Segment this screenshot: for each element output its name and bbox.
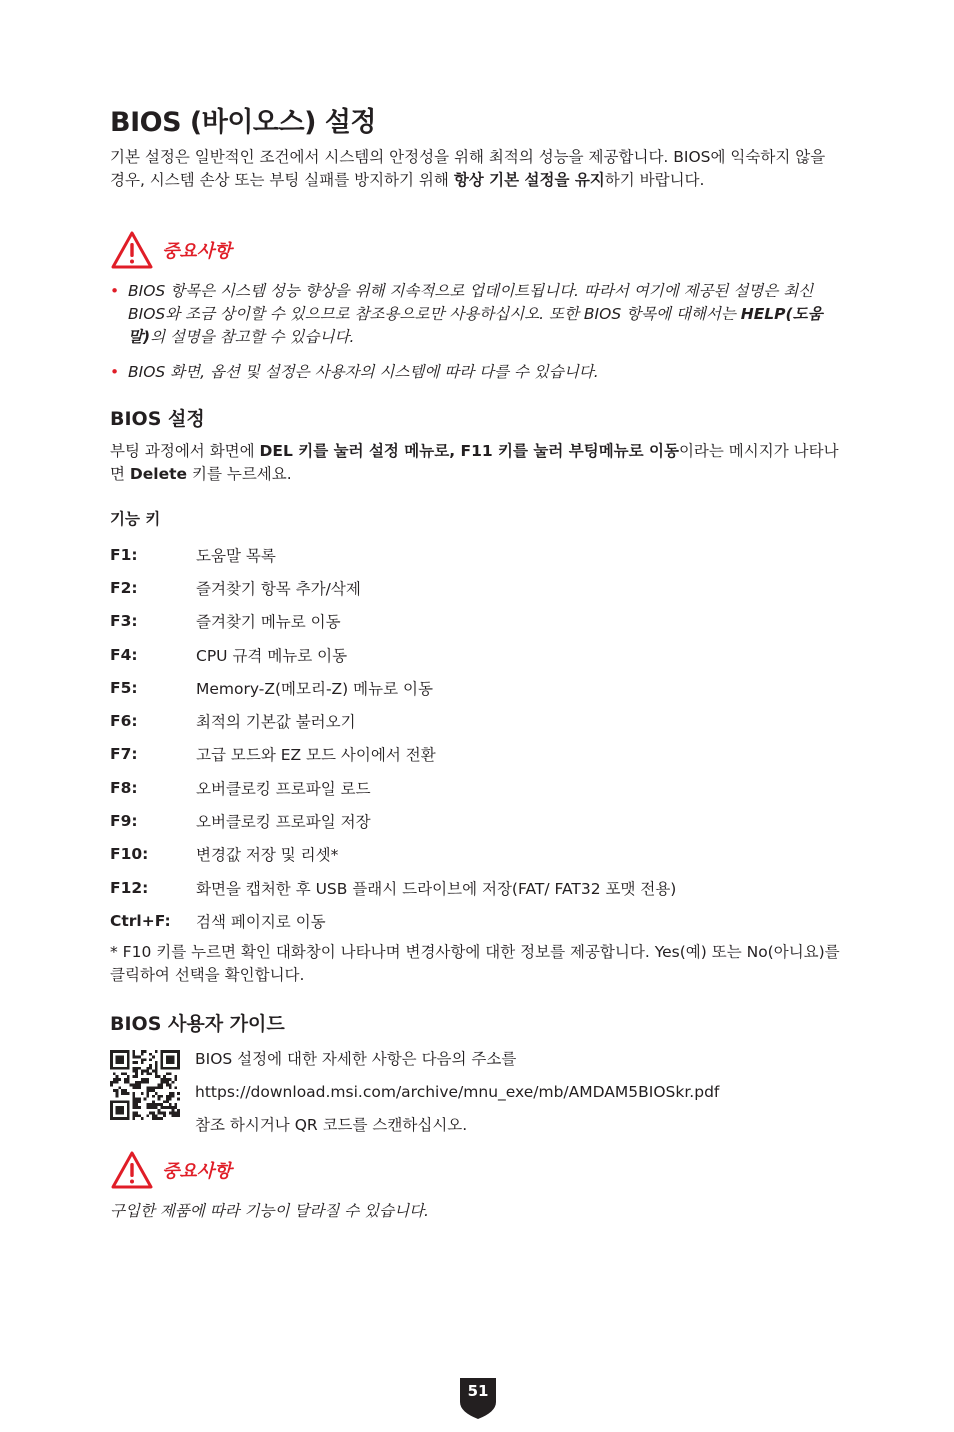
bios-setup-paragraph: 부팅 과정에서 화면에 DEL 키를 눌러 설정 메뉴로, F11 키를 눌러 부팅메뉴로 이동이라는 메시지가 나타나면 Delete 키를 누르세요. <box>110 442 839 483</box>
important-callout-1 <box>110 230 232 270</box>
function-key-description: 화면을 캡처한 후 USB 플래시 드라이브에 저장(FAT/ FAT32 포맷 전용) <box>196 879 677 898</box>
function-key-row <box>110 538 840 571</box>
function-key-description: 고급 모드와 EZ 모드 사이에서 전환 <box>196 746 436 765</box>
function-key-list <box>110 538 840 938</box>
warning-triangle-icon <box>110 230 154 270</box>
function-key-row <box>110 904 840 937</box>
function-key-description: 변경값 저장 및 리셋* <box>196 846 339 865</box>
intro-paragraph: 기본 설정은 일반적인 조건에서 시스템의 안정성을 위해 최적의 성능을 제공합니다. BIOS에 익숙하지 않을 경우, 시스템 손상 또는 부팅 실패를 방지하기 위해 항상 기본 설정을 유지하기 바랍니다. <box>110 148 826 189</box>
section-heading-user-guide: BIOS 사용자 가이드 <box>110 1013 285 1035</box>
function-key-name: F4: <box>110 645 138 664</box>
list-item: • BIOS 항목은 시스템 성능 향상을 위해 지속적으로 업데이트됩니다. 따라서 여기에 제공된 설명은 최신 BIOS와 조금 상이할 수 있으므로 참조용으로만 사용하십시오. 또한 BIOS 항목에 대해서는 HELP(도움말)의 설명을 참고할 수 있습니다. <box>110 282 823 346</box>
page-title: BIOS (바이오스) 설정 <box>110 107 376 138</box>
function-key-name: F8: <box>110 778 138 797</box>
important-callout-2 <box>110 1150 232 1190</box>
qr-code <box>110 1050 180 1120</box>
function-key-description: 검색 페이지로 이동 <box>196 912 326 931</box>
bullet-dot: • <box>110 363 120 381</box>
f10-note: * F10 키를 누르면 확인 대화창이 나타나며 변경사항에 대한 정보를 제공합니다. Yes(예) 또는 No(아니요)를 클릭하여 선택을 확인합니다. <box>110 943 840 984</box>
section-heading-bios-setup: BIOS 설정 <box>110 408 205 430</box>
function-key-description: 즐겨찾기 항목 추가/삭제 <box>196 579 361 598</box>
function-key-name: F1: <box>110 545 138 564</box>
function-key-row <box>110 871 840 904</box>
page-number-badge <box>458 1372 498 1420</box>
function-key-row <box>110 804 840 837</box>
function-key-name: F6: <box>110 712 138 731</box>
important-label: 중요사항 <box>162 1161 232 1182</box>
closing-note: 구입한 제품에 따라 기능이 달라질 수 있습니다. <box>110 1202 429 1220</box>
function-key-name: F3: <box>110 612 138 631</box>
list-item: • BIOS 화면, 옵션 및 설정은 사용자의 시스템에 따라 다를 수 있습니다. <box>110 361 840 384</box>
function-key-description: CPU 규격 메뉴로 이동 <box>196 646 348 665</box>
function-key-row <box>110 738 840 771</box>
function-key-name: F10: <box>110 845 149 864</box>
function-key-description: 최적의 기본값 불러오기 <box>196 713 356 732</box>
guide-line: 참조 하시거나 QR 코드를 스캔하십시오. <box>195 1116 468 1134</box>
function-key-name: F5: <box>110 678 138 697</box>
function-key-row <box>110 771 840 804</box>
important-bullets <box>110 280 840 396</box>
warning-triangle-icon <box>110 1150 154 1190</box>
function-key-row <box>110 571 840 604</box>
important-label: 중요사항 <box>162 241 232 262</box>
function-key-description: 도움말 목록 <box>196 546 276 565</box>
function-keys-heading: 기능 키 <box>110 510 161 528</box>
user-guide-text <box>195 1043 835 1142</box>
function-key-description: 즐겨찾기 메뉴로 이동 <box>196 613 341 632</box>
function-key-row <box>110 605 840 638</box>
function-key-description: 오버클로킹 프로파일 저장 <box>196 813 371 832</box>
bullet-dot: • <box>110 282 120 300</box>
function-key-row <box>110 838 840 871</box>
function-key-name: Ctrl+F: <box>110 911 171 930</box>
function-key-row <box>110 704 840 737</box>
function-key-row <box>110 671 840 704</box>
function-key-name: F9: <box>110 812 138 831</box>
guide-url: https://download.msi.com/archive/mnu_exe/mb/AMDAM5BIOSkr.pdf <box>195 1083 720 1101</box>
function-key-description: Memory-Z(메모리-Z) 메뉴로 이동 <box>196 679 433 698</box>
guide-line: BIOS 설정에 대한 자세한 사항은 다음의 주소를 <box>195 1050 517 1068</box>
function-key-name: F12: <box>110 878 149 897</box>
function-key-description: 오버클로킹 프로파일 로드 <box>196 779 371 798</box>
function-key-row <box>110 638 840 671</box>
function-key-name: F2: <box>110 578 138 597</box>
function-key-name: F7: <box>110 745 138 764</box>
page-number: 51 <box>467 1382 489 1400</box>
